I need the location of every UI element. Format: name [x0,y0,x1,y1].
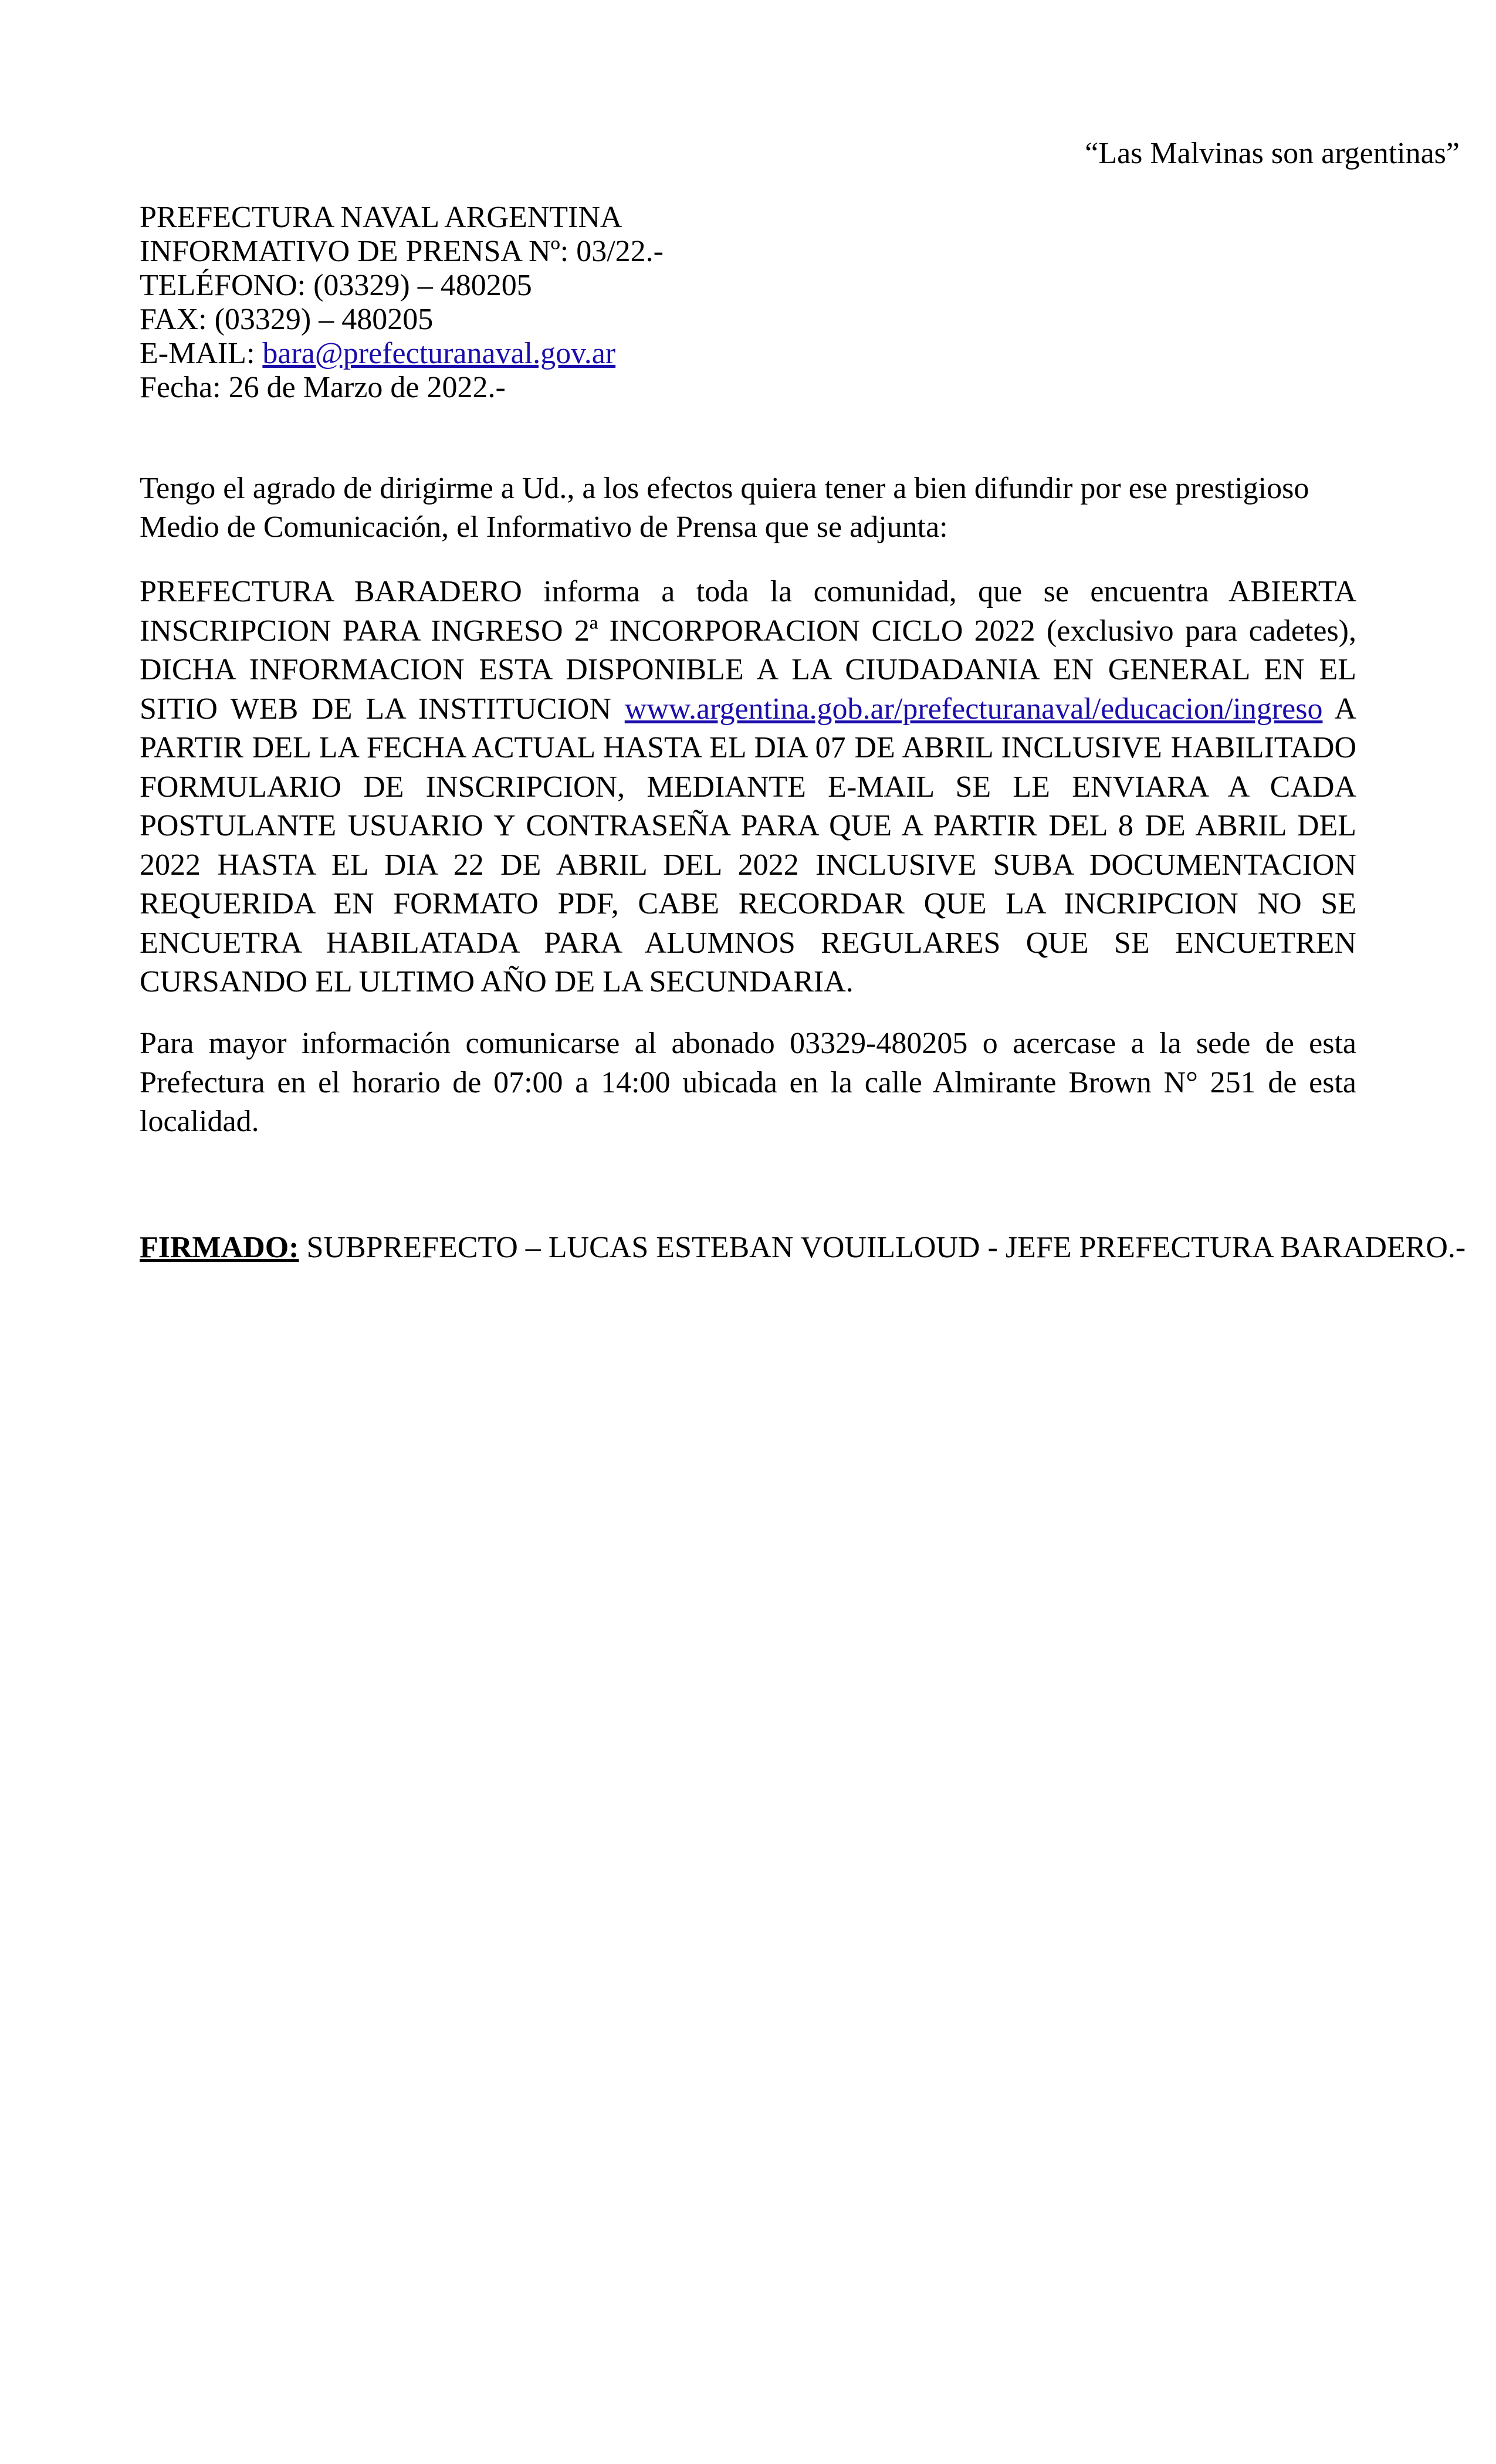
document-date: Fecha: 26 de Marzo de 2022.- [140,371,506,404]
motto: “Las Malvinas son argentinas” [1085,137,1460,170]
email-label: E-MAIL: [140,337,263,370]
signature-label: FIRMADO: [140,1231,299,1264]
bulletin-number: INFORMATIVO DE PRENSA Nº: 03/22.- [140,235,664,268]
signature-text: SUBPREFECTO – LUCAS ESTEBAN VOUILLOUD - JEFE PREFECTURA BARADERO.- [299,1231,1466,1264]
organization-name: PREFECTURA NAVAL ARGENTINA [140,201,622,234]
email-line [140,337,664,371]
phone-number: TELÉFONO: (03329) – 480205 [140,269,532,302]
contact-paragraph: Para mayor información comunicarse al abonado 03329-480205 o acercase a la sede de esta Prefectura en el horario de 07:00 a 14:00 ubicada en la calle Almirante Brown N° 251 de esta localidad. [140,1027,1356,1138]
fax-number: FAX: (03329) – 480205 [140,303,434,336]
enrollment-link[interactable]: www.argentina.gob.ar/prefecturanaval/educacion/ingreso [624,692,1323,726]
email-link[interactable]: bara@prefecturanaval.gov.ar [262,337,616,370]
announcement-paragraph [140,573,1356,1002]
document-header [140,201,664,405]
signature-line [140,1228,1465,1267]
intro-paragraph: Tengo el agrado de dirigirme a Ud., a los efectos quiera tener a bien difundir por ese prestigioso Medio de Comunicación, el Informativo de Prensa que se adjunta: [140,472,1309,544]
announcement-text-start: PREFECTURA BARADERO informa a toda la comunidad, que se encuentra ABIERTA INSCRIPCION PARA INGRESO 2ª INCORPORACION CICLO 2022 (exclusivo para cadetes), DICHA INFORMACION ESTA DISPONIBLE A LA CIUDADANIA EN GENERAL EN EL SITIO WEB DE LA INSTITUCION [140,575,1356,726]
announcement-text-end: A PARTIR DEL LA FECHA ACTUAL HASTA EL DIA 07 DE ABRIL INCLUSIVE HABILITADO FORMULARIO DE INSCRIPCION, MEDIANTE E-MAIL SE LE ENVIARA A CADA POSTULANTE USUARIO Y CONTRASEÑA PARA QUE A PARTIR DEL 8 DE ABRIL DEL 2022 HASTA EL DIA 22 DE ABRIL DEL 2022 INCLUSIVE SUBA DOCUMENTACION REQUERIDA EN FORMATO PDF, CABE RECORDAR QUE LA INCRIPCION NO SE ENCUETRA HABILATADA PARA ALUMNOS REGULARES QUE SE ENCUETREN CURSANDO EL ULTIMO AÑO DE LA SECUNDARIA. [140,692,1357,999]
